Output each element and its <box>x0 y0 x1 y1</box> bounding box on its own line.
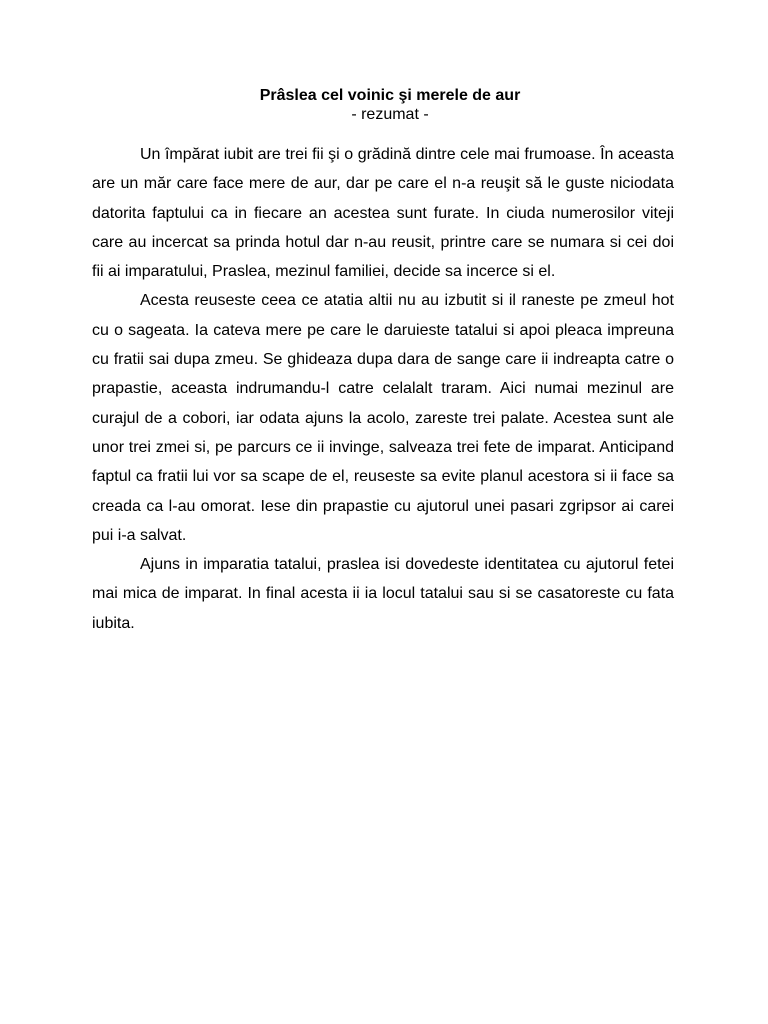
paragraph-2: Acesta reuseste ceea ce atatia altii nu au izbutit si il raneste pe zmeul hot cu o sageata. Ia cateva mere pe care le daruieste tatalui si apoi pleaca impreuna cu fratii sai dupa zmeu. Se ghideaza dupa dara de sange care ii indreapta catre o prapastie, aceasta indrumandu-l catre celalalt traram. Aici numai mezinul are curajul de a cobori, iar odata ajuns la acolo, zareste trei palate. Acestea sunt ale unor trei zmei si, pe parcurs ce ii invinge, salveaza trei fete de imparat. Anticipand faptul ca fratii lui vor sa scape de el, reuseste sa evite planul acestora si ii face sa creada ca l-au omorat. Iese din prapastie cu ajutorul unei pasari zgripsor ai carei pui i-a salvat. <box>92 292 674 544</box>
document-title: Prâslea cel voinic şi merele de aur <box>259 87 521 104</box>
paragraph-3: Ajuns in imparatia tatalui, praslea isi dovedeste identitatea cu ajutorul fetei mai mica de imparat. In final acesta ii ia locul tatalui sau si se casatoreste cu fata iubita. <box>92 556 674 632</box>
document-body <box>92 140 674 638</box>
document-subtitle: - rezumat - <box>351 106 429 123</box>
title-block <box>0 86 768 124</box>
paragraph-1: Un împărat iubit are trei fii şi o grădină dintre cele mai frumoase. În aceasta are un măr care face mere de aur, dar pe care el n-a reuşit să le guste niciodata datorita faptului ca in fiecare an acestea sunt furate. In ciuda numerosilor viteji care au incercat sa prinda hotul dar n-au reusit, printre care se numara si cei doi fii ai imparatului, Praslea, mezinul familiei, decide sa incerce si el. <box>92 146 674 281</box>
